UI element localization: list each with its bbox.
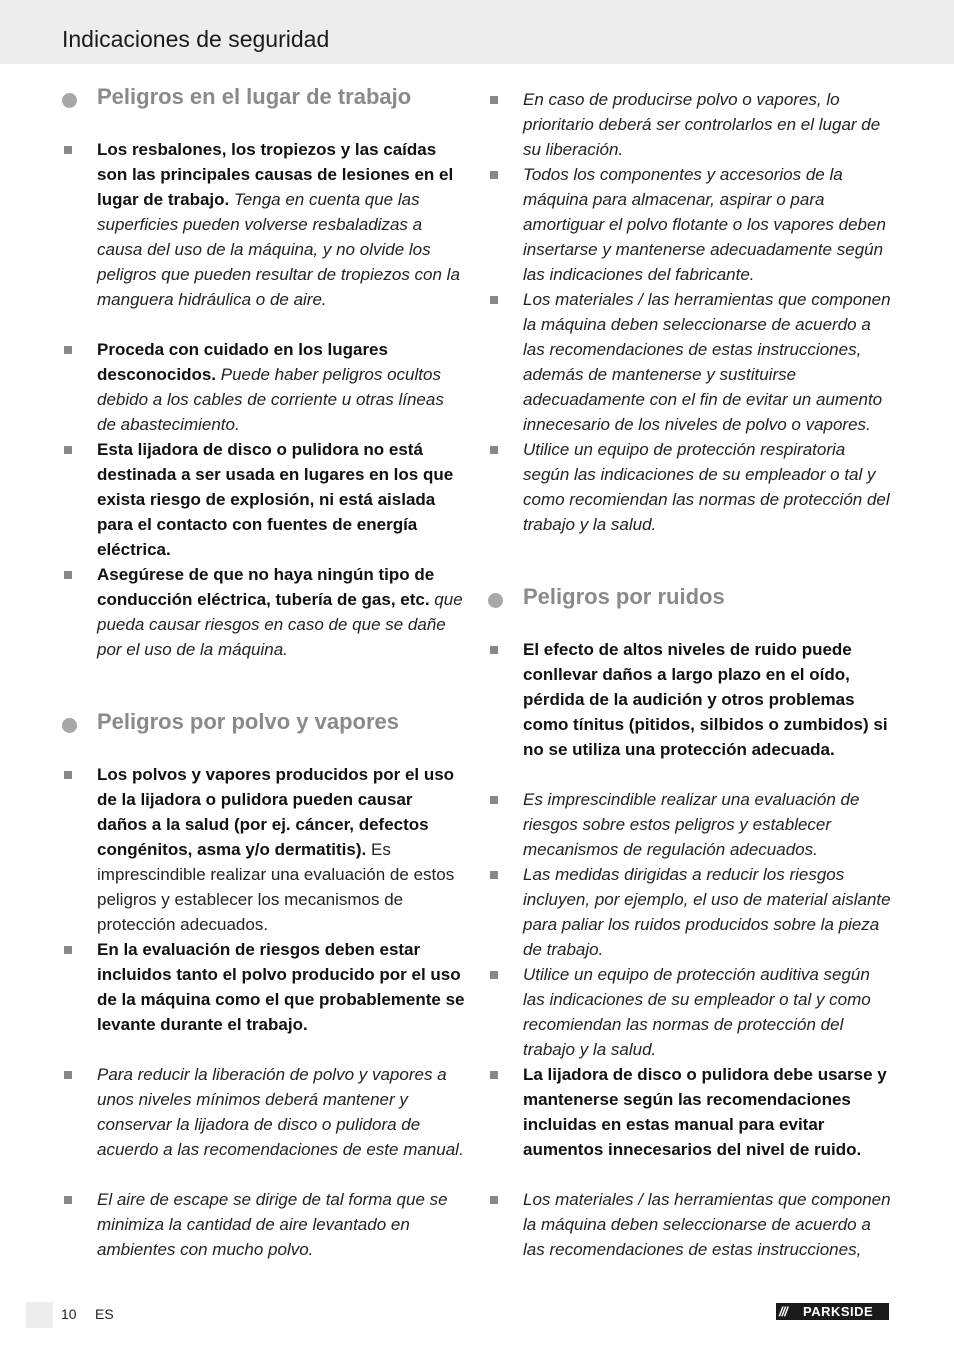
square-bullet-icon xyxy=(490,1196,498,1204)
square-bullet-icon xyxy=(490,296,498,304)
heading-dot-icon xyxy=(62,93,77,108)
square-bullet-icon xyxy=(490,171,498,179)
heading-dot-icon xyxy=(62,718,77,733)
square-bullet-icon xyxy=(490,796,498,804)
square-bullet-icon xyxy=(490,96,498,104)
square-bullet-icon xyxy=(490,971,498,979)
square-bullet-icon xyxy=(64,1071,72,1079)
footer-page-marker xyxy=(26,1302,53,1328)
page-number: 10 xyxy=(61,1306,77,1322)
square-bullet-icon xyxy=(490,1071,498,1079)
square-bullet-icon xyxy=(64,346,72,354)
square-bullet-icon xyxy=(490,646,498,654)
language-code: ES xyxy=(95,1306,114,1322)
square-bullet-icon xyxy=(490,871,498,879)
brand-logo xyxy=(776,1303,889,1320)
square-bullet-icon xyxy=(490,446,498,454)
square-bullet-icon xyxy=(64,146,72,154)
square-bullet-icon xyxy=(64,1196,72,1204)
page-title: Indicaciones de seguridad xyxy=(62,26,330,52)
header-bar xyxy=(0,0,954,64)
square-bullet-icon xyxy=(64,446,72,454)
square-bullet-icon xyxy=(64,571,72,579)
square-bullet-icon xyxy=(64,771,72,779)
heading-dot-icon xyxy=(488,593,503,608)
square-bullet-icon xyxy=(64,946,72,954)
brand-stripes-icon: /// xyxy=(779,1304,787,1319)
brand-name: PARKSIDE xyxy=(803,1304,874,1319)
